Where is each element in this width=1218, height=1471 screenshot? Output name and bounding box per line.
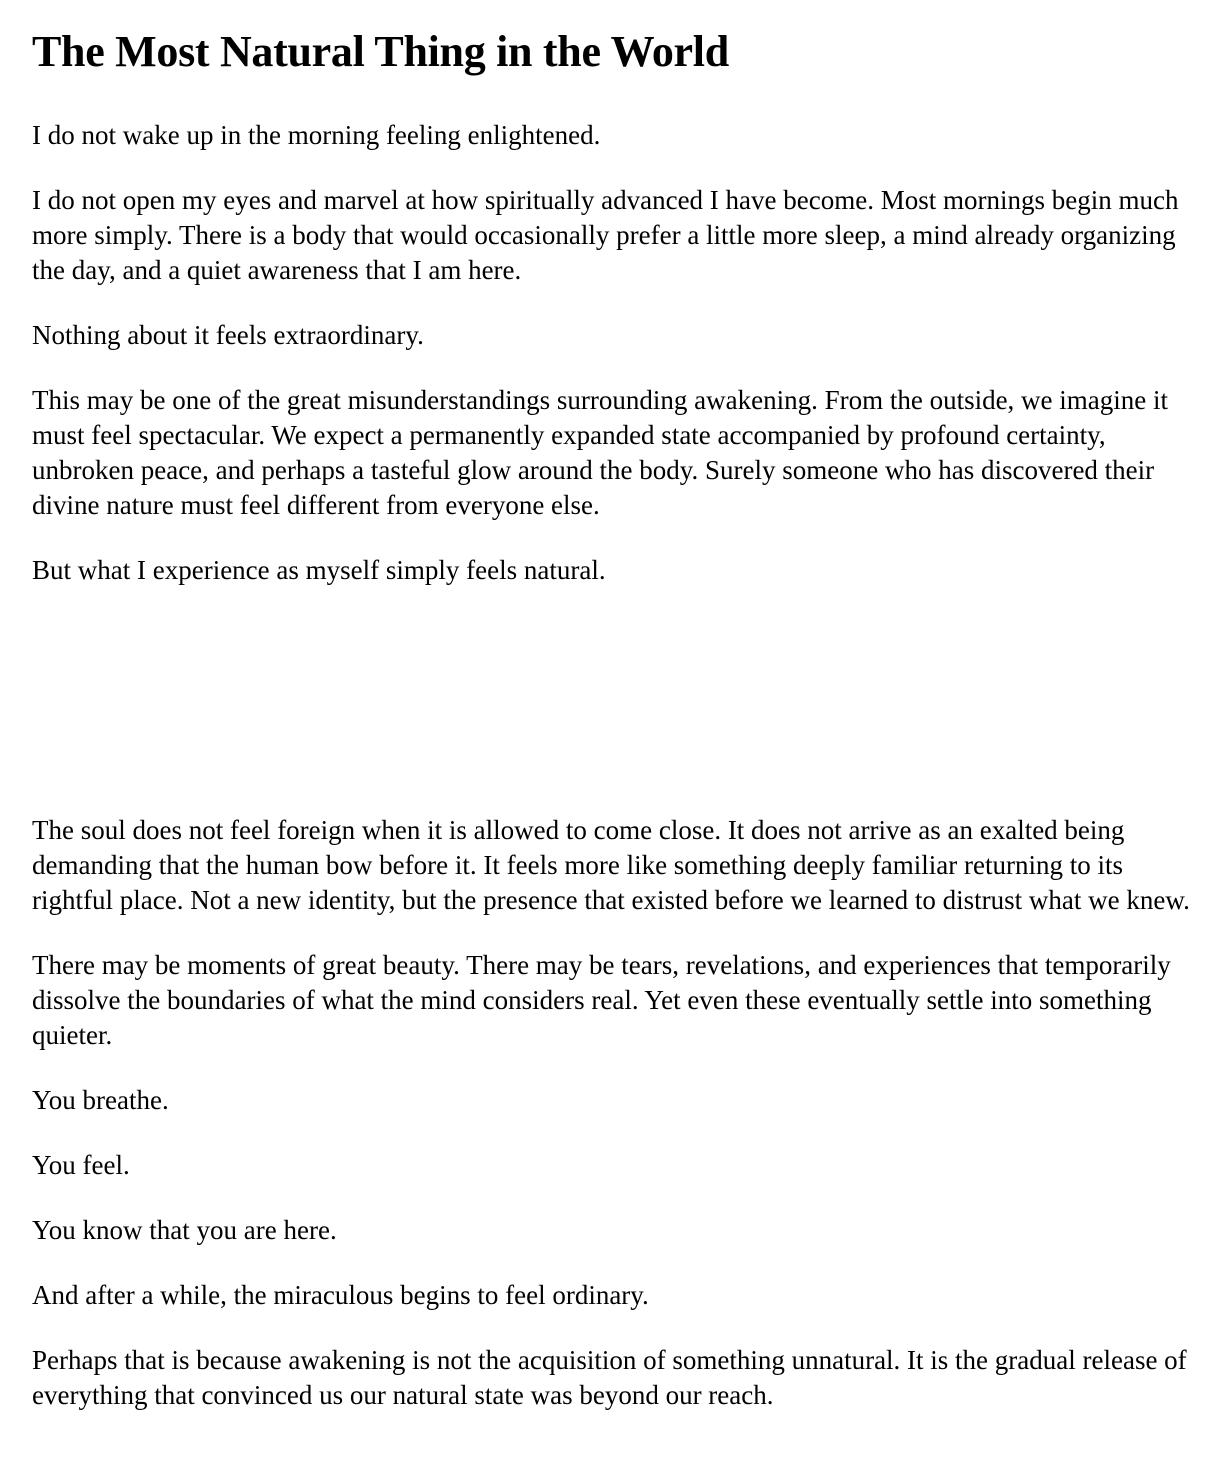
article-paragraph: This may be one of the great misunderstandings surrounding awakening. From the outside, we imagine it must feel spectacular. We expect a permanently expanded state accompanied by profound certainty, unbroken peace, and perhaps a tasteful glow around the body. Surely someone who has discovered their divine nature must feel different from everyone else. [32, 385, 1169, 520]
article-paragraph: Nothing about it feels extraordinary. [32, 320, 424, 350]
article-paragraph: You breathe. [32, 1085, 169, 1115]
article-paragraph: You feel. [32, 1150, 130, 1180]
article-paragraph: The soul does not feel foreign when it is allowed to come close. It does not arrive as an exalted being demanding that the human bow before it. It feels more like something deeply familiar returning to its rightful place. Not a new identity, but the presence that existed before we learned to distrust what we knew. [32, 815, 1190, 915]
article-paragraph: But what I experience as myself simply feels natural. [32, 555, 606, 585]
article-paragraph: I do not open my eyes and marvel at how spiritually advanced I have become. Most mornings begin much more simply. There is a body that would occasionally prefer a little more sleep, a mind already organizing the day, and a quiet awareness that I am here. [32, 185, 1179, 285]
article-paragraph: You know that you are here. [32, 1215, 337, 1245]
article-title: The Most Natural Thing in the World [32, 27, 729, 76]
article-paragraph: And after a while, the miraculous begins to feel ordinary. [32, 1280, 649, 1310]
article-paragraph: Perhaps that is because awakening is not the acquisition of something unnatural. It is the gradual release of everything that convinced us our natural state was beyond our reach. [32, 1345, 1187, 1410]
article-paragraph: I do not wake up in the morning feeling enlightened. [32, 120, 601, 150]
article-paragraph: There may be moments of great beauty. There may be tears, revelations, and experiences that temporarily dissolve the boundaries of what the mind considers real. Yet even these eventually settle into something quieter. [32, 950, 1171, 1050]
